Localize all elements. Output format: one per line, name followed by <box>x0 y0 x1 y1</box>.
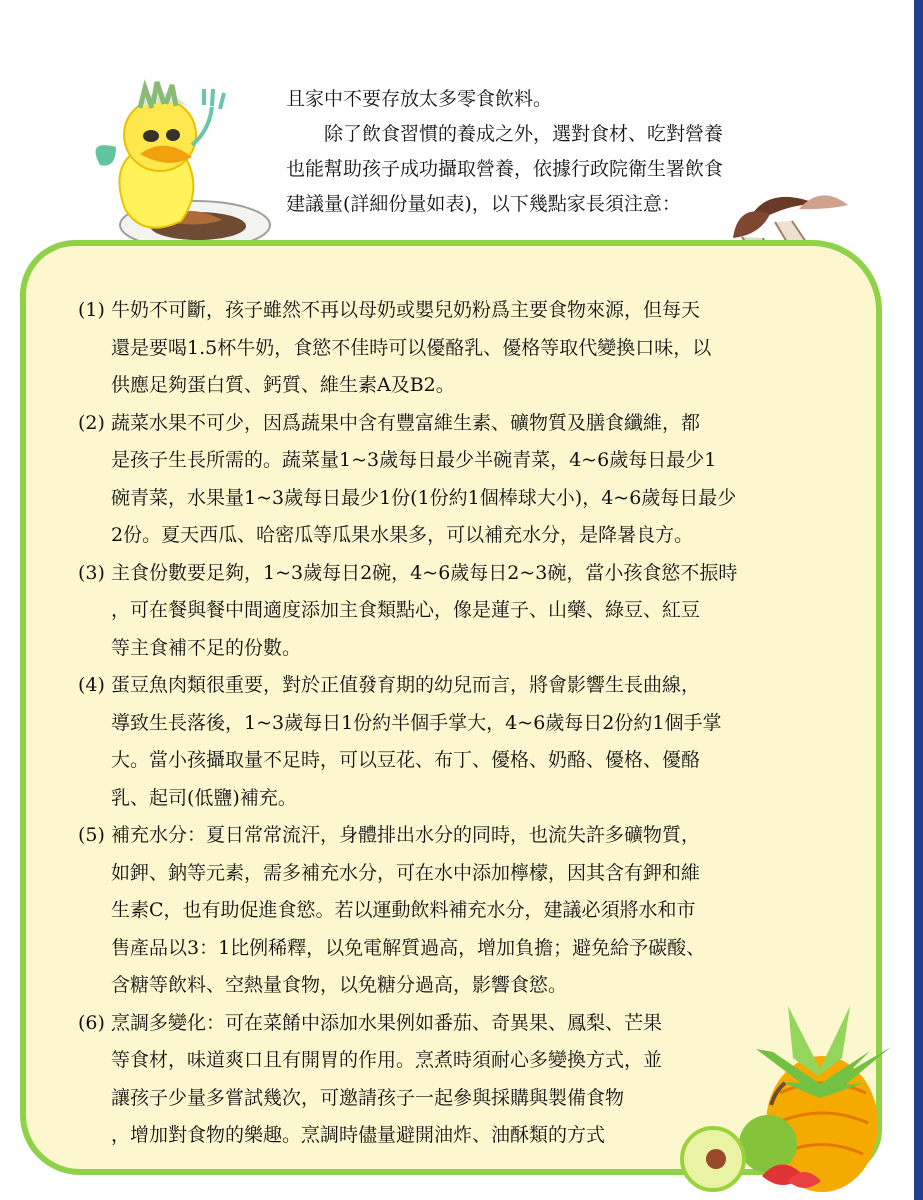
tip-number: (6) <box>78 1011 105 1034</box>
tip-line: 還是要喝1.5杯牛奶，食慾不佳時可以優酪乳、優格等取代變換口味，以 <box>111 336 712 359</box>
tip-line: ，可在餐與餐中間適度添加主食類點心，像是蓮子、山藥、綠豆、紅豆 <box>111 599 701 621</box>
tip-line: 大。當小孩攝取量不足時，可以豆花、布丁、優格、奶酪、優格、優酪 <box>111 749 701 771</box>
tip-line: 烹調多變化：可在菜餚中添加水果例如番茄、奇異果、鳳梨、芒果 <box>111 1011 663 1034</box>
tip-line: 主食份數要足夠，1~3歲每日2碗，4~6歲每日2~3碗，當小孩食慾不振時 <box>111 561 738 584</box>
tip-line: 等主食補不足的份數。 <box>111 636 302 659</box>
tip-item-4 <box>78 667 793 817</box>
tip-line: 2份。夏天西瓜、哈密瓜等瓜果水果多，可以補充水分，是降暑良方。 <box>111 524 694 546</box>
tip-number: (3) <box>78 561 105 584</box>
tip-line: 導致生長落後，1~3歲每日1份約半個手掌大，4~6歲每日2份約1個手掌 <box>111 711 722 734</box>
tip-line: 等食材，味道爽口且有開胃的作用。烹煮時須耐心多變換方式，並 <box>111 1049 663 1071</box>
duck-chef-illustration <box>60 75 280 250</box>
tip-line: 牛奶不可斷，孩子雖然不再以母奶或嬰兒奶粉爲主要食物來源，但每天 <box>111 299 701 321</box>
tip-number: (5) <box>78 824 105 846</box>
tip-number: (4) <box>78 674 105 696</box>
tip-line: 蛋豆魚肉類很重要，對於正值發育期的幼兒而言，將會影響生長曲線， <box>111 674 701 696</box>
tip-number: (1) <box>78 299 105 321</box>
tip-line: 如鉀、鈉等元素，需多補充水分，可在水中添加檸檬，因其含有鉀和維 <box>111 861 701 884</box>
intro-line-4: 建議量(詳細份量如表)，以下幾點家長須注意： <box>286 193 681 215</box>
tip-item-3 <box>78 555 793 668</box>
tip-line: 含糖等飲料、空熱量食物，以免糖分過高，影響食慾。 <box>111 974 568 996</box>
intro-text <box>286 82 796 222</box>
tip-line: 乳、起司(低鹽)補充。 <box>111 786 297 809</box>
intro-line-3: 也能幫助孩子成功攝取營養，依據行政院衛生署飲食 <box>286 158 724 180</box>
intro-line-2: 除了飲食習慣的養成之外，選對食材、吃對營養 <box>324 123 724 145</box>
tip-line: 讓孩子少量多嘗試幾次，可邀請孩子一起參與採購與製備食物 <box>111 1086 625 1109</box>
tip-item-1 <box>78 292 793 405</box>
tip-line: 供應足夠蛋白質、鈣質、維生素A及B2。 <box>111 374 455 396</box>
tip-item-5 <box>78 817 793 1005</box>
tip-line: 補充水分：夏日常常流汗，身體排出水分的同時，也流失許多礦物質， <box>111 824 701 846</box>
tip-line: 碗青菜，水果量1~3歲每日最少1份(1份約1個棒球大小)，4~6歲每日最少 <box>111 486 737 509</box>
intro-line-1: 且家中不要存放太多零食飲料。 <box>286 88 553 110</box>
tip-line: 生素C，也有助促進食慾。若以運動飲料補充水分，建議必須將水和市 <box>111 899 696 921</box>
tip-line: 是孩子生長所需的。蔬菜量1~3歲每日最少半碗青菜，4~6歲每日最少1 <box>111 449 717 471</box>
tip-line: ，增加對食物的樂趣。烹調時儘量避開油炸、油酥類的方式 <box>111 1124 606 1146</box>
fruit-illustration <box>680 1005 920 1200</box>
tip-line: 售產品以3：1比例稀釋，以免電解質過高，增加負擔；避免給予碳酸、 <box>111 936 706 959</box>
tip-item-2 <box>78 405 793 555</box>
tip-line: 蔬菜水果不可少，因爲蔬果中含有豐富維生素、礦物質及膳食纖維，都 <box>111 411 701 434</box>
tip-number: (2) <box>78 411 105 434</box>
